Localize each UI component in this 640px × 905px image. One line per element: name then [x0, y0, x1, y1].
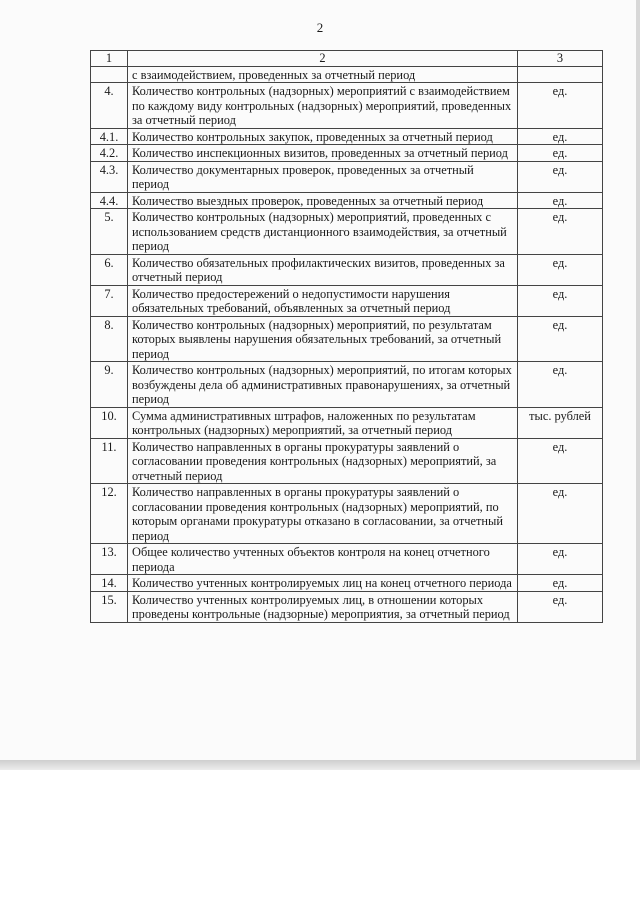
table-row	[91, 484, 603, 544]
row-unit-cell: тыс. рублей	[518, 407, 603, 438]
table-row	[91, 161, 603, 192]
table-row	[91, 145, 603, 162]
table-row	[91, 192, 603, 209]
table-row	[91, 591, 603, 622]
table-row	[91, 83, 603, 129]
table-row	[91, 128, 603, 145]
row-unit-cell: ед.	[518, 254, 603, 285]
row-number-cell: 12.	[91, 484, 128, 544]
row-indicator-cell: Общее количество учтенных объектов контроля на конец отчетного периода	[128, 544, 518, 575]
row-indicator-cell: Количество контрольных (надзорных) мероприятий, по итогам которых возбуждены дела об административных правонарушениях, за отчетный период	[128, 362, 518, 408]
row-indicator-cell: Количество направленных в органы прокуратуры заявлений о согласовании проведения контрольных (надзорных) мероприятий, по которым органами прокуратуры отказано в согласовании, за отчетный период	[128, 484, 518, 544]
row-unit-cell: ед.	[518, 83, 603, 129]
row-indicator-cell: Количество инспекционных визитов, проведенных за отчетный период	[128, 145, 518, 162]
report-table	[90, 50, 603, 623]
header-cell-unit: 3	[518, 51, 603, 67]
table-row	[91, 285, 603, 316]
row-unit-cell: ед.	[518, 209, 603, 255]
table-row	[91, 66, 603, 83]
table-row	[91, 575, 603, 592]
row-number-cell: 4.2.	[91, 145, 128, 162]
row-unit-cell: ед.	[518, 285, 603, 316]
row-indicator-cell: Количество направленных в органы прокуратуры заявлений о согласовании проведения контрольных (надзорных) мероприятий, за отчетный период	[128, 438, 518, 484]
page-number: 2	[316, 20, 324, 35]
row-number-cell: 9.	[91, 362, 128, 408]
row-indicator-cell: Сумма административных штрафов, наложенных по результатам контрольных (надзорных) мероприятий, за отчетный период	[128, 407, 518, 438]
row-unit-cell: ед.	[518, 161, 603, 192]
row-number-cell: 11.	[91, 438, 128, 484]
row-number-cell: 4.3.	[91, 161, 128, 192]
row-unit-cell: ед.	[518, 145, 603, 162]
row-indicator-cell: Количество учтенных контролируемых лиц на конец отчетного периода	[128, 575, 518, 592]
header-cell-indicator: 2	[128, 51, 518, 67]
row-unit-cell: ед.	[518, 362, 603, 408]
row-number-cell: 14.	[91, 575, 128, 592]
page-edge	[636, 0, 640, 766]
row-number-cell: 4.4.	[91, 192, 128, 209]
row-number-cell	[91, 66, 128, 83]
row-indicator-cell: Количество контрольных (надзорных) мероприятий с взаимодействием по каждому виду контрольных (надзорных) мероприятий, проведенных за отчетный период	[128, 83, 518, 129]
row-unit-cell	[518, 66, 603, 83]
table-row	[91, 407, 603, 438]
row-number-cell: 10.	[91, 407, 128, 438]
table-row	[91, 209, 603, 255]
row-number-cell: 8.	[91, 316, 128, 362]
row-indicator-cell: Количество контрольных (надзорных) мероприятий, по результатам которых выявлены нарушения обязательных требований, за отчетный период	[128, 316, 518, 362]
row-indicator-cell: Количество обязательных профилактических визитов, проведенных за отчетный период	[128, 254, 518, 285]
table-row	[91, 254, 603, 285]
row-unit-cell: ед.	[518, 484, 603, 544]
row-unit-cell: ед.	[518, 128, 603, 145]
row-unit-cell: ед.	[518, 438, 603, 484]
row-indicator-cell: Количество контрольных (надзорных) мероприятий, проведенных с использованием средств дистанционного взаимодействия, за отчетный период	[128, 209, 518, 255]
row-indicator-cell: Количество предостережений о недопустимости нарушения обязательных требований, объявленных за отчетный период	[128, 285, 518, 316]
table-row	[91, 544, 603, 575]
row-indicator-cell: Количество выездных проверок, проведенных за отчетный период	[128, 192, 518, 209]
table-row	[91, 362, 603, 408]
row-indicator-cell: Количество документарных проверок, проведенных за отчетный период	[128, 161, 518, 192]
row-unit-cell: ед.	[518, 316, 603, 362]
row-unit-cell: ед.	[518, 544, 603, 575]
row-number-cell: 4.	[91, 83, 128, 129]
row-unit-cell: ед.	[518, 192, 603, 209]
row-unit-cell: ед.	[518, 575, 603, 592]
row-indicator-cell: с взаимодействием, проведенных за отчетный период	[128, 66, 518, 83]
table-row	[91, 438, 603, 484]
page-bottom-shadow	[0, 760, 640, 770]
row-number-cell: 5.	[91, 209, 128, 255]
row-number-cell: 7.	[91, 285, 128, 316]
row-unit-cell: ед.	[518, 591, 603, 622]
row-number-cell: 4.1.	[91, 128, 128, 145]
table-row	[91, 316, 603, 362]
header-cell-number: 1	[91, 51, 128, 67]
row-number-cell: 13.	[91, 544, 128, 575]
row-number-cell: 15.	[91, 591, 128, 622]
table-header-row	[91, 51, 603, 67]
row-indicator-cell: Количество контрольных закупок, проведенных за отчетный период	[128, 128, 518, 145]
row-indicator-cell: Количество учтенных контролируемых лиц, в отношении которых проведены контрольные (надзорные) мероприятия, за отчетный период	[128, 591, 518, 622]
row-number-cell: 6.	[91, 254, 128, 285]
